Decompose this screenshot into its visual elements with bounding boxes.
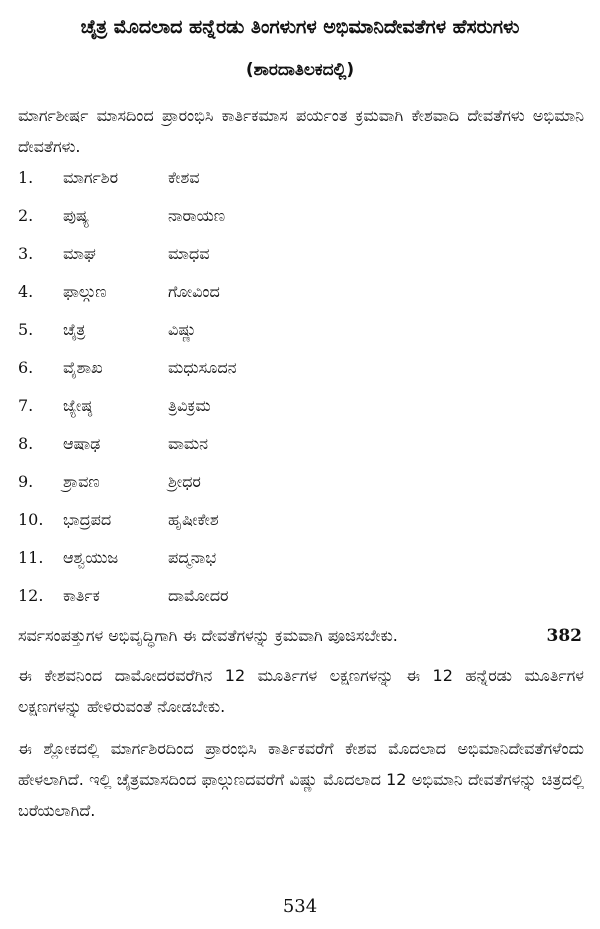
item-number: 1.	[18, 168, 34, 187]
deity-name: ವಾಮನ	[168, 434, 209, 453]
list-item	[0, 581, 600, 611]
list-item	[0, 315, 600, 345]
deity-name: ನಾರಾಯಣ	[168, 206, 226, 225]
item-number: 10.	[18, 510, 44, 529]
page-subtitle: (ಶಾರದಾತಿಲಕದಲ್ಲಿ)	[245, 60, 355, 80]
month-name: ಜ್ಯೇಷ್ಠ	[63, 396, 93, 415]
month-name: ಶ್ರಾವಣ	[63, 472, 100, 491]
month-name: ಕಾರ್ತಿಕ	[63, 586, 100, 605]
item-number: 6.	[18, 358, 34, 377]
page-number: 534	[282, 896, 318, 917]
list-item	[0, 163, 600, 193]
item-number: 3.	[18, 244, 34, 263]
item-number: 12.	[18, 586, 44, 605]
deity-name: ಶ್ರೀಧರ	[168, 472, 201, 491]
month-name: ಮಾರ್ಗಶಿರ	[63, 168, 119, 187]
item-number: 11.	[18, 548, 44, 567]
list-item	[0, 201, 600, 231]
month-name: ಪುಷ್ಯ	[63, 206, 90, 225]
month-name: ಆಷಾಢ	[63, 434, 101, 453]
item-number: 2.	[18, 206, 34, 225]
month-name: ವೈಶಾಖ	[63, 358, 103, 377]
item-number: 5.	[18, 320, 34, 339]
item-number: 7.	[18, 396, 34, 415]
list-item	[0, 353, 600, 383]
item-number: 9.	[18, 472, 34, 491]
list-item	[0, 391, 600, 421]
item-number: 8.	[18, 434, 34, 453]
deity-name: ಮಧುಸೂದನ	[168, 358, 237, 377]
list-item	[0, 505, 600, 535]
deity-name: ದಾಮೋದರ	[168, 586, 229, 605]
intro-paragraph: ಮಾರ್ಗಶೀರ್ಷ ಮಾಸದಿಂದ ಪ್ರಾರಂಭಿಸಿ ಕಾರ್ತಿಕಮಾಸ ಪರ್ಯಂತ ಕ್ರಮವಾಗಿ ಕೇಶವಾದಿ ದೇವತೆಗಳು ಅಭಿಮಾನಿ ದೇವತೆಗಳು.	[18, 106, 584, 156]
month-name: ಫಾಲ್ಗುಣ	[63, 282, 107, 301]
list-item	[0, 543, 600, 573]
list-item	[0, 467, 600, 497]
month-name: ಚೈತ್ರ	[63, 320, 86, 339]
deity-name: ತ್ರಿವಿಕ್ರಮ	[168, 396, 211, 415]
closing-line: ಸರ್ವಸಂಪತ್ತುಗಳ ಅಭಿವೃದ್ಧಿಗಾಗಿ ಈ ದೇವತೆಗಳನ್ನು ಕ್ರಮವಾಗಿ ಪೂಜಿಸಬೇಕು.	[18, 626, 398, 645]
month-name: ಮಾಘ	[63, 244, 96, 263]
deity-name: ವಿಷ್ಣು	[168, 320, 197, 339]
list-item	[0, 429, 600, 459]
item-number: 4.	[18, 282, 34, 301]
commentary-paragraph-2: ಈ ಶ್ಲೋಕದಲ್ಲಿ ಮಾರ್ಗಶಿರದಿಂದ ಪ್ರಾರಂಭಿಸಿ ಕಾರ್ತಿಕವರೆಗೆ ಕೇಶವ ಮೊದಲಾದ ಅಭಿಮಾನಿದೇವತೆಗಳೆಂದು ಹೇಳಲಾಗಿದೆ. ಇಲ್ಲಿ ಚೈತ್ರಮಾಸದಿಂದ ಫಾಲ್ಗುಣದವರೆಗೆ ವಿಷ್ಣು ಮೊದಲಾದ 12 ಅಭಿಮಾನಿ ದೇವತೆಗಳನ್ನು ಚಿತ್ರದಲ್ಲಿ ಬರೆಯಲಾಗಿದೆ.	[18, 739, 584, 820]
list-item	[0, 239, 600, 269]
deity-name: ಮಾಧವ	[168, 244, 210, 263]
deity-name: ಗೋವಿಂದ	[168, 282, 220, 301]
deity-name: ಕೇಶವ	[168, 168, 200, 187]
deity-name: ಪದ್ಮನಾಭ	[168, 548, 217, 567]
verse-number: 382	[546, 626, 582, 646]
commentary-paragraph-1: ಈ ಕೇಶವನಿಂದ ದಾಮೋದರವರೆಗಿನ 12 ಮೂರ್ತಿಗಳ ಲಕ್ಷಣಗಳನ್ನು ಈ 12 ಹನ್ನೆರಡು ಮೂರ್ತಿಗಳ ಲಕ್ಷಣಗಳನ್ನು ಹೇಳಿರುವಂತೆ ನೋಡಬೇಕು.	[18, 666, 584, 716]
month-name: ಆಶ್ವಯುಜ	[63, 548, 119, 567]
page-title: ಚೈತ್ರ ಮೊದಲಾದ ಹನ್ನೆರಡು ತಿಂಗಳುಗಳ ಅಭಿಮಾನಿದೇವತೆಗಳ ಹೆಸರುಗಳು	[80, 16, 520, 38]
list-item	[0, 277, 600, 307]
month-name: ಭಾದ್ರಪದ	[63, 510, 112, 529]
deity-name: ಹೃಷೀಕೇಶ	[168, 510, 219, 529]
